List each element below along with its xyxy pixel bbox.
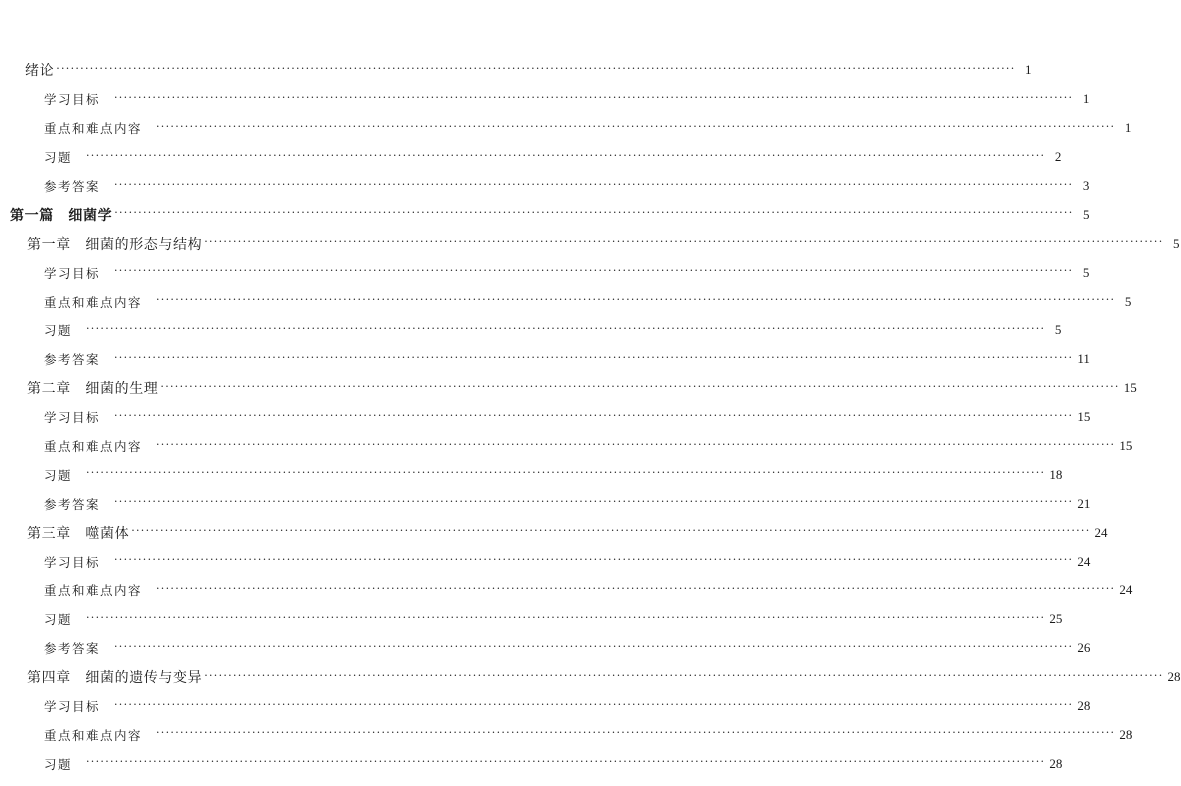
toc-entry-title: 重点和难点内容 (44, 294, 143, 310)
toc-entry (0, 605, 1063, 634)
toc-entry-title: 参考答案 (44, 179, 101, 194)
toc-entry (0, 663, 1181, 692)
toc-entry-title: 学习目标 (44, 265, 101, 281)
toc-entry (0, 518, 1108, 547)
dot-leader: ········································································································································································································ (114, 408, 1074, 422)
toc-entry-title: 习题 (44, 612, 73, 628)
toc-entry (0, 576, 1133, 605)
toc-entry (0, 143, 1062, 172)
toc-entry-page-number: 15 (1119, 438, 1133, 454)
toc-entry (0, 460, 1063, 489)
toc-entry-title: 参考答案 (44, 352, 101, 368)
toc-entry (0, 200, 1090, 229)
toc-entry (0, 432, 1133, 461)
dot-leader: ········································································································································································································ (114, 639, 1074, 653)
toc-entry (0, 316, 1062, 345)
toc-entry-page-number: 5 (1124, 293, 1132, 309)
toc-entry-title: 重点和难点内容 (44, 439, 143, 455)
toc-entry-page-number: 5 (1082, 264, 1090, 280)
toc-entry-page-number: 18 (1049, 466, 1063, 482)
toc-entry (0, 749, 1063, 778)
toc-entry-page-number: 5 (1173, 235, 1180, 251)
toc-entry (0, 287, 1132, 316)
dot-leader: ········································································································································································································ (131, 524, 1091, 538)
toc-entry-title: 习题 (44, 756, 73, 772)
dot-leader: ········································································································································································································ (204, 235, 1164, 249)
toc-entry (0, 85, 1090, 114)
toc-entry-page-number: 5 (1083, 206, 1090, 222)
toc-entry-title: 第一章 细菌的形态与结构 (27, 236, 203, 253)
toc-entry-page-number: 5 (1054, 322, 1062, 338)
toc-entry-page-number: 1 (1082, 91, 1090, 107)
toc-entry-page-number: 26 (1077, 640, 1091, 656)
toc-entry-page-number: 24 (1094, 524, 1108, 540)
dot-leader: ········································································································································································································ (114, 495, 1074, 509)
toc-entry-page-number: 21 (1077, 495, 1091, 511)
toc-entry-page-number: 28 (1049, 755, 1063, 771)
toc-entry-page-number: 25 (1049, 611, 1063, 627)
toc-entry-title: 参考答案 (44, 641, 101, 657)
toc-entry (0, 403, 1091, 432)
toc-entry (0, 172, 1090, 201)
dot-leader: ········································································································································································································ (114, 264, 1074, 278)
dot-leader: ········································································································································································································ (114, 553, 1074, 567)
dot-leader: ········································································································································································································ (114, 90, 1074, 104)
toc-entry-title: 学习目标 (44, 92, 101, 108)
toc-entry (0, 692, 1091, 721)
dot-leader: ········································································································································································································ (156, 581, 1116, 595)
toc-entry (0, 56, 1032, 85)
toc-entry-title: 绪论 (25, 63, 55, 80)
dot-leader: ········································································································································································································ (156, 437, 1116, 451)
toc-entry (0, 374, 1137, 403)
dot-leader: ········································································································································································································ (156, 119, 1116, 133)
toc-entry-title: 学习目标 (44, 554, 101, 570)
dot-leader: ········································································································································································································ (86, 466, 1046, 480)
toc-entry-title: 重点和难点内容 (44, 583, 143, 599)
toc-entry-page-number: 3 (1082, 178, 1090, 193)
toc-entry-page-number: 2 (1054, 149, 1062, 165)
toc-entry (0, 345, 1090, 374)
dot-leader: ········································································································································································································ (86, 148, 1046, 162)
dot-leader: ········································································································································································································ (86, 321, 1046, 335)
toc-entry-title: 参考答案 (44, 496, 101, 512)
dot-leader: ········································································································································································································ (56, 61, 1016, 75)
toc-entry-title: 习题 (44, 467, 73, 483)
toc-entry-title: 重点和难点内容 (44, 121, 143, 137)
dot-leader: ········································································································································································································ (156, 726, 1116, 740)
dot-leader: ········································································································································································································ (160, 379, 1120, 393)
toc-entry-page-number: 28 (1119, 726, 1133, 742)
toc-entry-title: 习题 (44, 323, 73, 339)
table-of-contents (0, 56, 1181, 778)
dot-leader: ········································································································································································································ (204, 668, 1164, 682)
toc-entry-title: 第三章 噬菌体 (27, 525, 130, 542)
toc-entry-page-number: 1 (1025, 62, 1032, 78)
toc-entry (0, 114, 1132, 143)
toc-entry (0, 720, 1133, 749)
dot-leader: ········································································································································································································ (156, 293, 1116, 307)
toc-entry (0, 258, 1090, 287)
toc-entry-page-number: 15 (1123, 380, 1137, 396)
toc-entry (0, 489, 1091, 518)
toc-entry-page-number: 28 (1167, 669, 1181, 685)
toc-entry-title: 第一篇 细菌学 (10, 207, 113, 224)
toc-entry-page-number: 11 (1077, 351, 1090, 367)
dot-leader: ········································································································································································································ (114, 697, 1074, 711)
toc-entry-page-number: 15 (1077, 409, 1091, 425)
toc-entry-title: 第四章 细菌的遗传与变异 (27, 670, 203, 687)
toc-entry (0, 547, 1091, 576)
toc-entry-title: 重点和难点内容 (44, 727, 143, 743)
dot-leader: ········································································································································································································ (86, 755, 1046, 769)
dot-leader: ········································································································································································································ (114, 177, 1074, 191)
toc-entry-page-number: 1 (1124, 120, 1132, 136)
toc-entry-title: 习题 (44, 150, 73, 166)
toc-entry-page-number: 24 (1119, 582, 1133, 598)
toc-entry (0, 634, 1091, 663)
toc-entry-page-number: 24 (1077, 553, 1091, 569)
dot-leader: ········································································································································································································ (86, 610, 1046, 624)
dot-leader: ········································································································································································································ (114, 206, 1074, 220)
toc-entry-title: 学习目标 (44, 410, 101, 426)
dot-leader: ········································································································································································································ (114, 350, 1074, 364)
toc-entry-title: 第二章 细菌的生理 (27, 381, 159, 398)
toc-entry-page-number: 28 (1077, 698, 1091, 714)
toc-entry-title: 学习目标 (44, 699, 101, 715)
toc-entry (0, 229, 1180, 258)
